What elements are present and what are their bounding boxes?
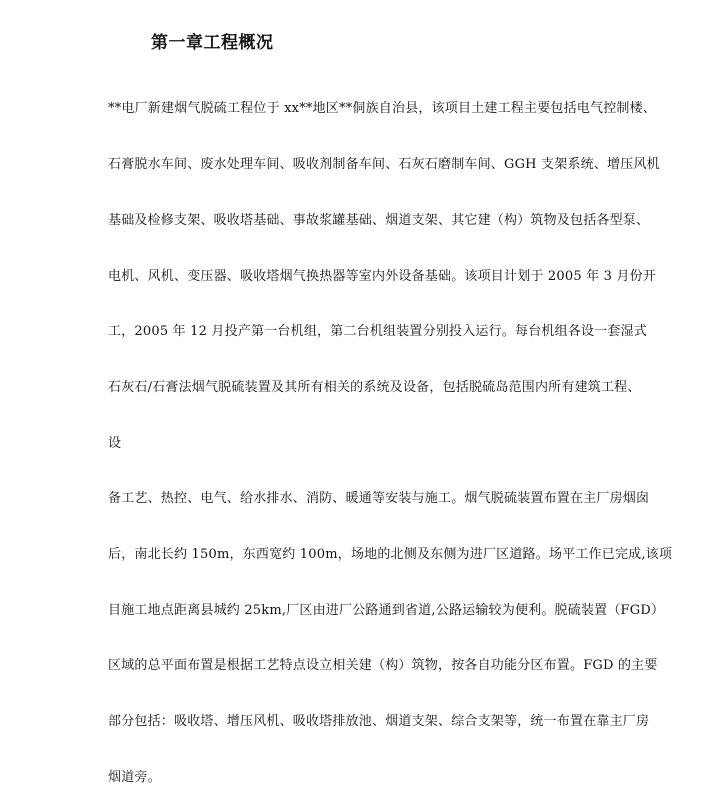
paragraph-line: 后，南北长约 150m，东西宽约 100m，场地的北侧及东侧为进厂区道路。场平工作已完成,该项 [108, 547, 673, 562]
paragraph-line: 电机、风机、变压器、吸收塔烟气换热器等室内外设备基础。该项目计划于 2005 年 3 月份开 [108, 269, 657, 284]
paragraph-line: **电厂新建烟气脱硫工程位于 xx**地区**侗族自治县，该项目土建工程主要包括电气控制楼、 [108, 101, 656, 116]
paragraph-line: 设 [108, 436, 122, 451]
paragraph-line: 备工艺、热控、电气、给水排水、消防、暖通等安装与施工。烟气脱硫装置布置在主厂房烟囱 [108, 491, 650, 506]
paragraph-line: 部分包括：吸收塔、增压风机、吸收塔排放池、烟道支架、综合支架等，统一布置在靠主厂房 [108, 714, 650, 729]
paragraph-line: 基础及检修支架、吸收塔基础、事故浆罐基础、烟道支架、其它建（构）筑物及包括各型泵、 [108, 213, 650, 228]
chapter-title: 第一章工程概况 [151, 33, 274, 53]
paragraph-line: 目施工地点距离县城约 25km,厂区由进厂公路通到省道,公路运输较为便利。脱硫装置（FGD） [108, 603, 665, 618]
paragraph-line: 烟道旁。 [108, 770, 161, 785]
paragraph-line: 石灰石/石膏法烟气脱硫装置及其所有相关的系统及设备，包括脱硫岛范围内所有建筑工程、 [108, 380, 641, 395]
paragraph-line: 区域的总平面布置是根据工艺特点设立相关建（构）筑物，按各自功能分区布置。FGD 的主要 [108, 658, 658, 673]
paragraph-line: 工，2005 年 12 月投产第一台机组，第二台机组装置分别投入运行。每台机组各设一套湿式 [108, 324, 648, 339]
paragraph-line: 石膏脱水车间、废水处理车间、吸收剂制备车间、石灰石磨制车间、GGH 支架系统、增压风机 [108, 157, 660, 172]
